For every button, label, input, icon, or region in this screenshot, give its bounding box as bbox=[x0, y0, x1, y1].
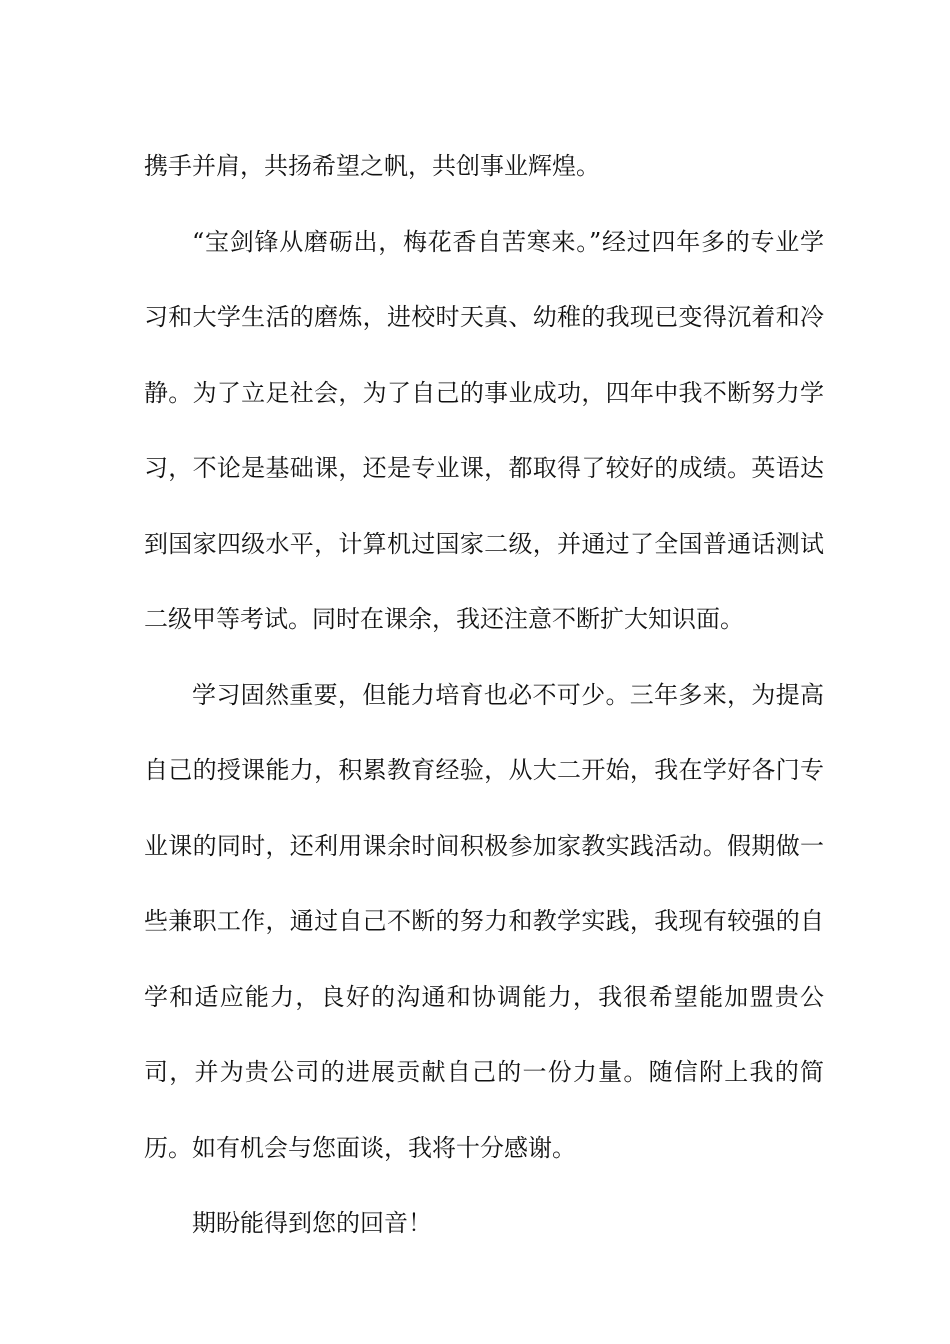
letter-body bbox=[144, 129, 824, 1262]
paragraph-study: “宝剑锋从磨砺出，梅花香自苦寒来。”经过四年多的专业学习和大学生活的磨炼，进校时天真、幼稚的我现已变得沉着和冷静。为了立足社会，为了自己的事业成功，四年中我不断努力学习，不论是基础课，还是专业课，都取得了较好的成绩。英语达到国家四级水平，计算机过国家二级，并通过了全国普通话测试二级甲等考试。同时在课余，我还注意不断扩大知识面。 bbox=[144, 227, 824, 633]
paragraph-ability: 学习固然重要，但能力培育也必不可少。三年多来，为提高自己的授课能力，积累教育经验，从大二开始，我在学好各门专业课的同时，还利用课余时间积极参加家教实践活动。假期做一些兼职工作，通过自己不断的努力和教学实践，我现有较强的自学和适应能力，良好的沟通和协调能力，我很希望能加盟贵公司，并为贵公司的进展贡献自己的一份力量。随信附上我的简历。如有机会与您面谈，我将十分感谢。 bbox=[144, 680, 824, 1162]
paragraph-continuation: 携手并肩，共扬希望之帆，共创事业辉煌。 bbox=[144, 152, 600, 180]
paragraph-closing: 期盼能得到您的回音！ bbox=[192, 1209, 432, 1237]
